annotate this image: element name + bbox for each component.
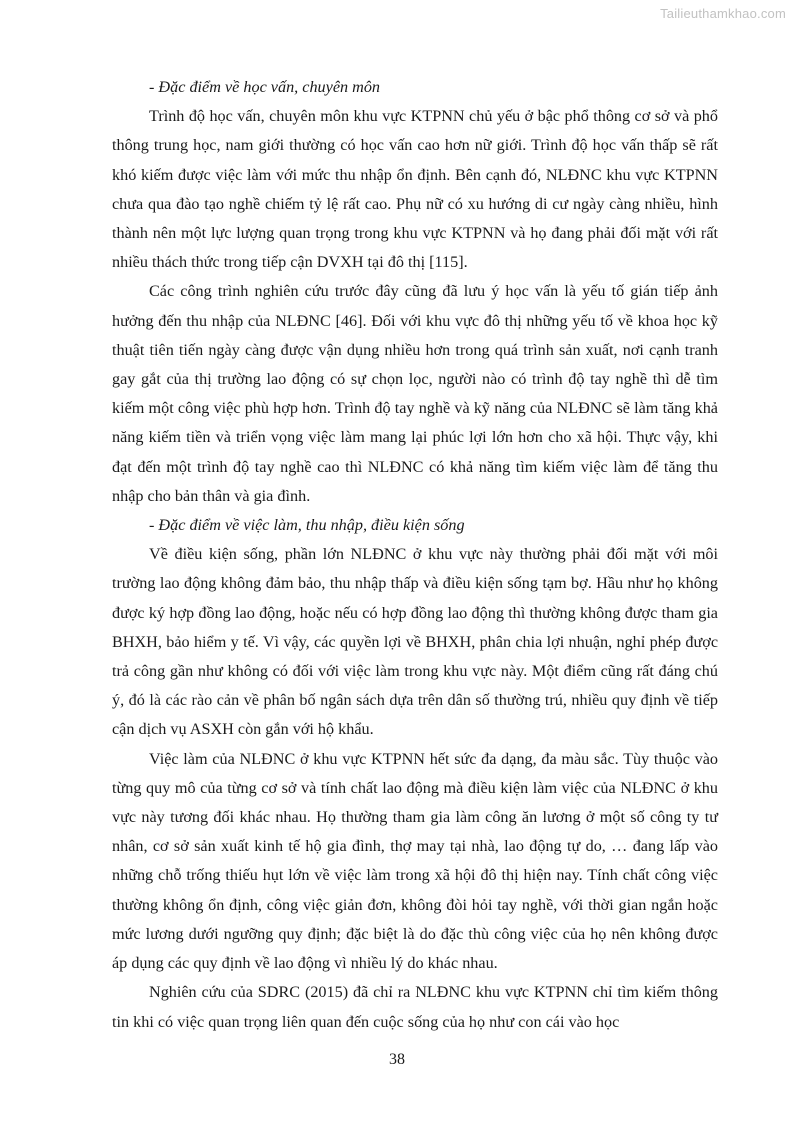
paragraph-education-level: Trình độ học vấn, chuyên môn khu vực KTPNN chủ yếu ở bậc phổ thông cơ sở và phổ thông trung học, nam giới thường có học vấn cao hơn nữ giới. Trình độ học vấn thấp sẽ rất khó kiếm được việc làm với mức thu nhập ổn định. Bên cạnh đó, NLĐNC khu vực KTPNN chưa qua đào tạo nghề chiếm tỷ lệ rất cao. Phụ nữ có xu hướng di cư ngày càng nhiều, hình thành nên một lực lượng quan trọng trong khu vực KTPNN và họ đang phải đối mặt với rất nhiều thách thức trong tiếp cận DVXH tại đô thị [115].	[112, 107, 718, 272]
paragraph-education-income: Các công trình nghiên cứu trước đây cũng đã lưu ý học vấn là yếu tố gián tiếp ảnh hưởng đến thu nhập của NLĐNC [46]. Đối với khu vực đô thị những yếu tố về khoa học kỹ thuật tiên tiến ngày càng được vận dụng nhiều hơn trong quá trình sản xuất, nơi cạnh tranh gay gắt của thị trường lao động có sự chọn lọc, người nào có trình độ tay nghề thì dễ tìm kiếm một công việc phù hợp hơn. Trình độ tay nghề và kỹ năng của NLĐNC sẽ làm tăng khả năng kiếm tiền và triển vọng việc làm mang lại phúc lợi lớn hơn cho xã hội. Thực vậy, khi đạt đến một trình độ tay nghề cao thì NLĐNC có khả năng tìm kiếm việc làm để tăng thu nhập cho bản thân và gia đình.	[112, 282, 718, 505]
paragraph-living-conditions: Về điều kiện sống, phần lớn NLĐNC ở khu vực này thường phải đối mặt với môi trường lao động không đảm bảo, thu nhập thấp và điều kiện sống tạm bợ. Hầu như họ không được ký hợp đồng lao động, hoặc nếu có hợp đồng lao động thì thường không được tham gia BHXH, bảo hiểm y tế. Vì vậy, các quyền lợi về BHXH, phân chia lợi nhuận, nghỉ phép được trả công gần như không có đối với việc làm trong khu vực này. Một điểm cũng rất đáng chú ý, đó là các rào cản về phân bố ngân sách dựa trên dân số thường trú, nhiều quy định về tiếp cận dịch vụ ASXH còn gắn với hộ khẩu.	[112, 545, 718, 739]
paragraph-sdrc-research: Nghiên cứu của SDRC (2015) đã chỉ ra NLĐNC khu vực KTPNN chỉ tìm kiếm thông tin khi có việc quan trọng liên quan đến cuộc sống của họ như con cái vào học	[112, 983, 718, 1031]
section-heading-employment: - Đặc điểm về việc làm, thu nhập, điều kiện sống	[149, 516, 465, 535]
paragraph-employment-types: Việc làm của NLĐNC ở khu vực KTPNN hết sức đa dạng, đa màu sắc. Tùy thuộc vào từng quy mô của từng cơ sở và tính chất lao động mà điều kiện làm việc của NLĐNC ở khu vực này tương đối khác nhau. Họ thường tham gia làm công ăn lương ở một số công ty tư nhân, cơ sở sản xuất kinh tế hộ gia đình, thợ may tại nhà, lao động tự do, … đang lấp vào những chỗ trống thiếu hụt lớn về việc làm trong xã hội đô thị hiện nay. Tính chất công việc thường không ổn định, công việc giản đơn, không đòi hỏi tay nghề, với thời gian ngắn hoặc mức lương dưới ngưỡng quy định; đặc biệt là do đặc thù công việc của họ nên không được áp dụng các quy định về lao động vì nhiều lý do khác nhau.	[112, 749, 718, 973]
document-body	[112, 73, 718, 1037]
watermark-text: Tailieuthamkhao.com	[660, 6, 786, 21]
section-heading-education: - Đặc điểm về học vấn, chuyên môn	[149, 78, 381, 96]
page-number: 38	[389, 1051, 405, 1068]
